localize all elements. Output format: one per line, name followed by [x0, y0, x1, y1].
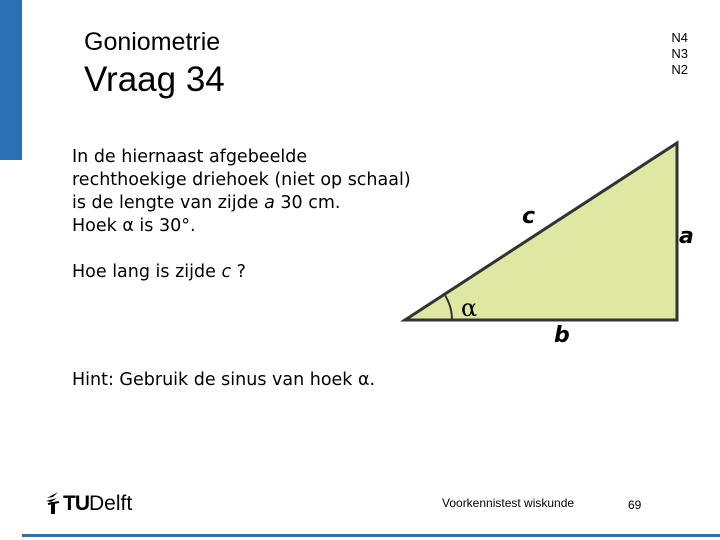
side-label-a: a	[679, 224, 694, 249]
level-item: N3	[671, 46, 688, 61]
side-label-c: c	[522, 204, 536, 229]
tudelft-logo	[44, 488, 132, 516]
angle-label-alpha: α	[461, 294, 478, 322]
question-line-text: 30 cm.	[274, 193, 341, 213]
side-label-b: b	[554, 323, 570, 348]
question-line-text: is de lengte van zijde	[72, 193, 265, 213]
question-ask-text: ?	[231, 262, 246, 282]
variable-a: a	[264, 193, 275, 213]
slide-subject: Goniometrie	[84, 28, 221, 56]
flame-icon	[44, 488, 62, 516]
footer-label: Voorkennistest wiskunde	[442, 496, 575, 510]
level-item: N2	[671, 62, 688, 77]
logo-tu: TU	[63, 492, 89, 515]
variable-c: c	[221, 262, 232, 282]
right-triangle	[405, 143, 677, 320]
level-item: N4	[671, 30, 688, 45]
question-line: Hoek α is 30°.	[72, 216, 196, 236]
question-line: rechthoekige driehoek (niet op schaal)	[72, 170, 411, 190]
hint-text: Hint: Gebruik de sinus van hoek α.	[72, 370, 376, 390]
page-number: 69	[628, 498, 642, 512]
logo-delft: Delft	[89, 492, 133, 515]
slide-title: Vraag 34	[84, 60, 225, 99]
question-line: In de hiernaast afgebeelde	[72, 147, 308, 167]
footer-rule	[22, 534, 720, 537]
question-ask-text: Hoe lang is zijde	[72, 262, 222, 282]
